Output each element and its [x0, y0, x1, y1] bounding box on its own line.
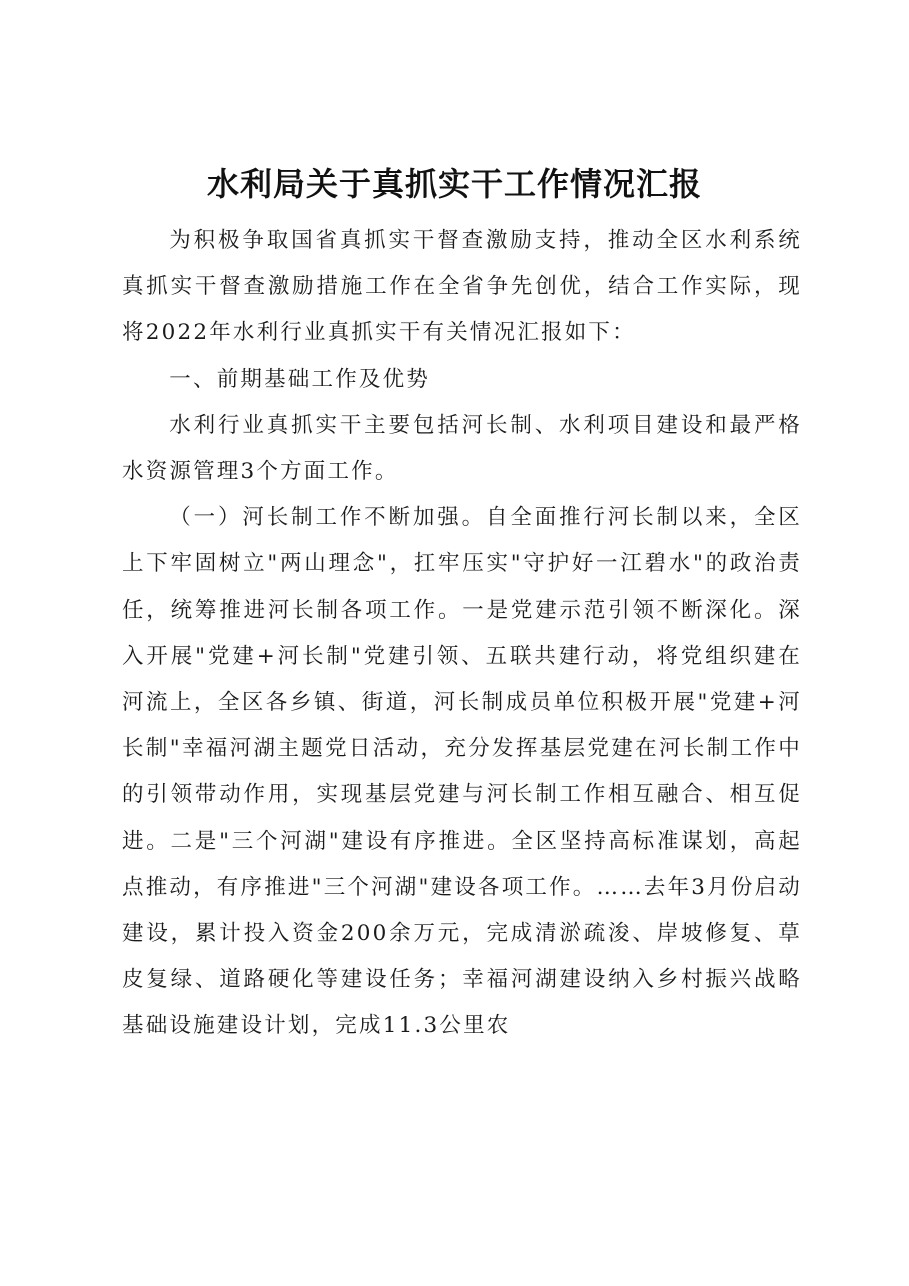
paragraph-overview: 水利行业真抓实干主要包括河长制、水利项目建设和最严格水资源管理3个方面工作。: [122, 412, 802, 485]
section-heading-1: 一、前期基础工作及优势: [169, 366, 430, 392]
paragraph-intro: 为积极争取国省真抓实干督查激励支持，推动全区水利系统真抓实干督查激励措施工作在全省争先创优，结合工作实际，现将2022年水利行业真抓实干有关情况汇报如下：: [122, 228, 802, 346]
document-title: 水利局关于真抓实干工作情况汇报: [206, 165, 702, 203]
document-body: [122, 218, 802, 1050]
paragraph-river-chief: （一）河长制工作不断加强。自全面推行河长制以来，全区上下牢固树立"两山理念"，扛牢压实"守护好一江碧水"的政治责任，统筹推进河长制各项工作。一是党建示范引领不断深化。深入开展"党建+河长制"党建引领、五联共建行动，将党组织建在河流上，全区各乡镇、街道，河长制成员单位积极开展"党建+河长制"幸福河湖主题党日活动，充分发挥基层党建在河长制工作中的引领带动作用，实现基层党建与河长制工作相互融合、相互促进。二是"三个河湖"建设有序推进。全区坚持高标准谋划，高起点推动，有序推进"三个河湖"建设各项工作。……去年3月份启动建设，累计投入资金200余万元，完成清淤疏浚、岸坡修复、草皮复绿、道路硬化等建设任务；幸福河湖建设纳入乡村振兴战略基础设施建设计划，完成11.3公里农: [122, 505, 802, 1039]
